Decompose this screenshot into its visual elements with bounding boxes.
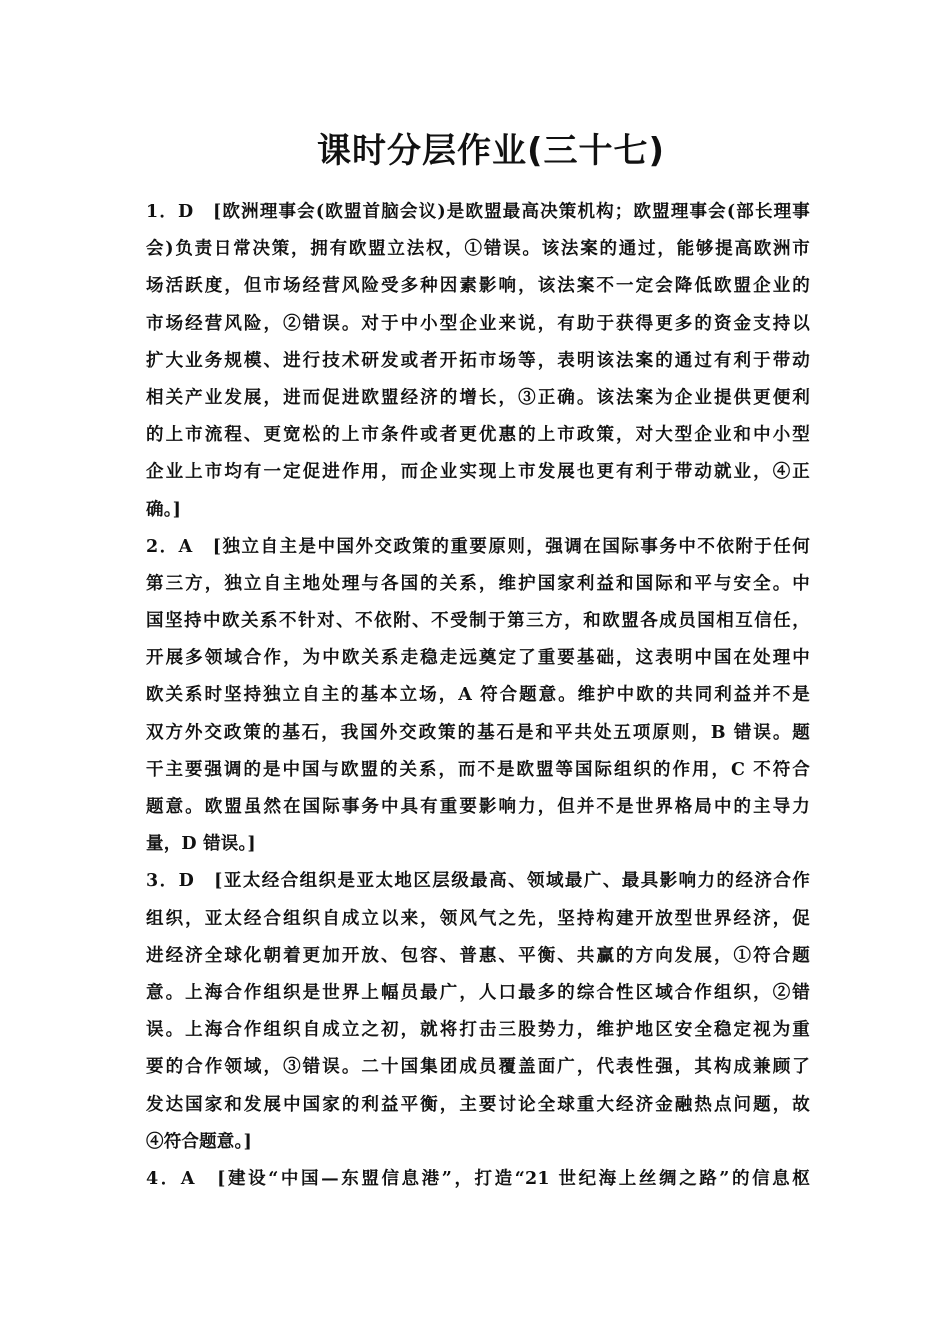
text-line: 干主要强调的是中国与欧盟的关系，而不是欧盟等国际组织的作用，C 不符合 (146, 759, 810, 780)
text-line: 2．A [独立自主是中国外交政策的重要原则，强调在国际事务中不依附于任何 (146, 536, 810, 557)
text-line: 场活跃度，但市场经营风险受多种因素影响，该法案不一定会降低欧盟企业的 (146, 276, 810, 297)
text-line: 市场经营风险，②错误。对于中小型企业来说，有助于获得更多的资金支持以 (146, 313, 810, 334)
text-line: 题意。欧盟虽然在国际事务中具有重要影响力，但并不是世界格局中的主导力 (146, 797, 810, 817)
text-line: 扩大业务规模、进行技术研发或者开拓市场等，表明该法案的通过有利于带动 (146, 350, 810, 371)
answer-content (146, 194, 810, 1198)
text-line: 双方外交政策的基石，我国外交政策的基石是和平共处五项原则，B 错误。题 (146, 722, 810, 743)
text-line: 开展多领域合作，为中欧关系走稳走远奠定了重要基础，这表明中国在处理中 (146, 648, 810, 669)
text-line: 欧关系时坚持独立自主的基本立场，A 符合题意。维护中欧的共同利益并不是 (146, 685, 810, 706)
text-line: ④符合题意。] (146, 1131, 252, 1152)
text-line: 1．D [欧洲理事会(欧盟首脑会议)是欧盟最高决策机构；欧盟理事会(部长理事 (146, 202, 810, 222)
text-line: 第三方，独立自主地处理与各国的关系，维护国家利益和国际和平与安全。中 (146, 573, 810, 594)
text-line: 4．A [建设“中国—东盟信息港”，打造“21 世纪海上丝绸之路”的信息枢 (146, 1168, 810, 1189)
page-title: 课时分层作业(三十七) (316, 131, 666, 171)
text-line: 误。上海合作组织自成立之初，就将打击三股势力，维护地区安全稳定视为重 (146, 1020, 810, 1041)
text-line: 发达国家和发展中国家的利益平衡，主要讨论全球重大经济金融热点问题，故 (146, 1094, 810, 1115)
text-line: 相关产业发展，进而促进欧盟经济的增长，③正确。该法案为企业提供更便利 (146, 387, 810, 408)
text-line: 确。] (146, 499, 182, 520)
text-line: 要的合作领域，③错误。二十国集团成员覆盖面广，代表性强，其构成兼顾了 (146, 1057, 810, 1078)
text-line: 意。上海合作组织是世界上幅员最广，人口最多的综合性区域合作组织，②错 (146, 982, 810, 1003)
text-line: 3．D [亚太经合组织是亚太地区层级最高、领域最广、最具影响力的经济合作 (146, 871, 810, 892)
text-line: 量，D 错误。] (146, 834, 256, 855)
text-line: 企业上市均有一定促进作用，而企业实现上市发展也更有利于带动就业，④正 (146, 462, 810, 483)
text-line: 组织，亚太经合组织自成立以来，领风气之先，坚持构建开放型世界经济，促 (146, 908, 810, 929)
text-line: 的上市流程、更宽松的上市条件或者更优惠的上市政策，对大型企业和中小型 (146, 425, 810, 446)
text-line: 会)负责日常决策，拥有欧盟立法权，①错误。该法案的通过，能够提高欧洲市 (146, 239, 810, 260)
text-line: 国坚持中欧关系不针对、不依附、不受制于第三方，和欧盟各成员国相互信任， (146, 611, 810, 632)
text-line: 进经济全球化朝着更加开放、包容、普惠、平衡、共赢的方向发展，①符合题 (146, 945, 810, 966)
